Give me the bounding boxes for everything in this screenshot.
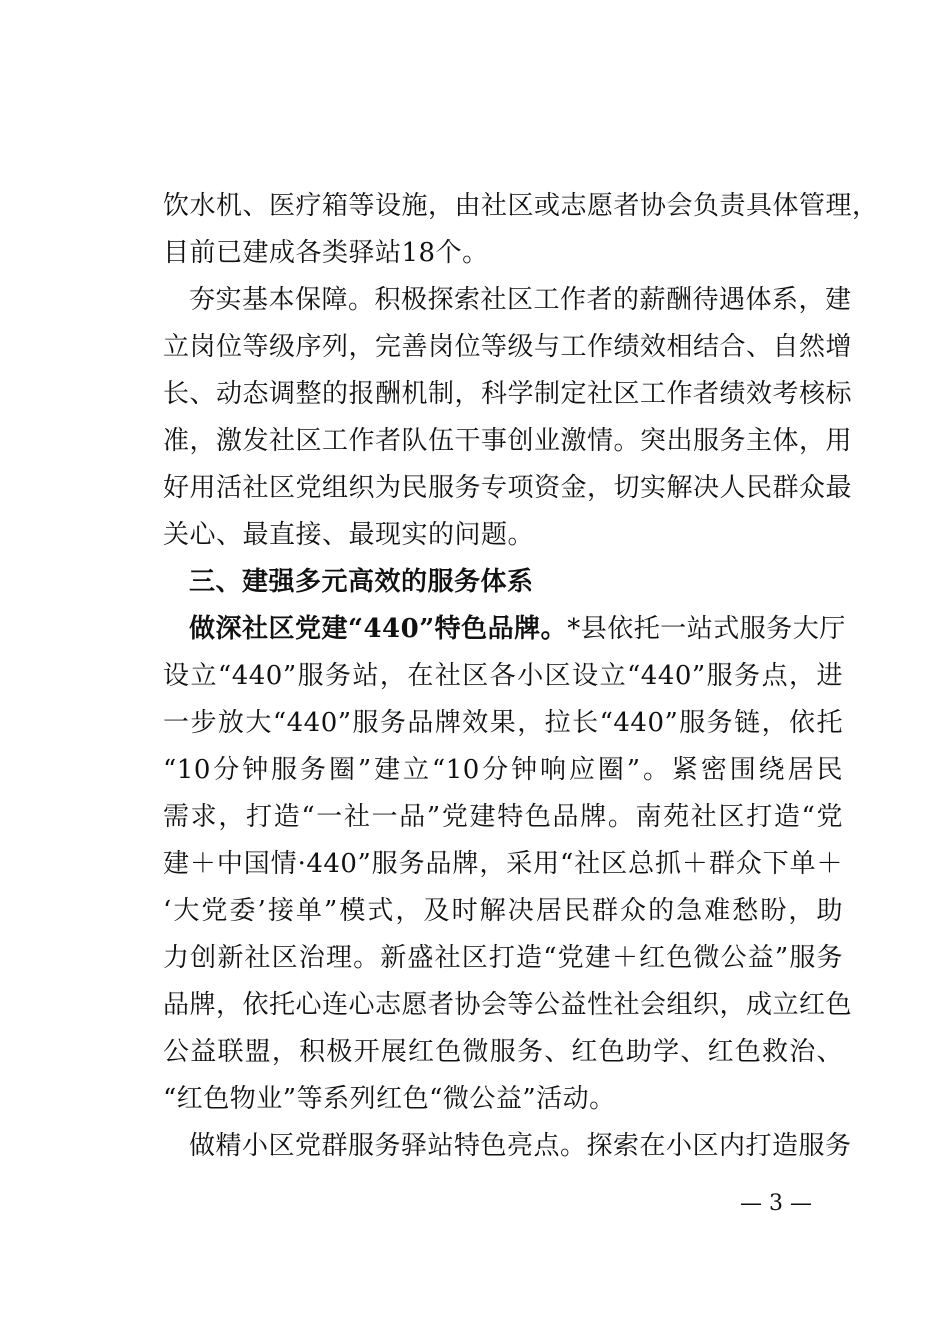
text-line: 好用活社区党组织为民服务专项资金，切实解决人民群众最 xyxy=(163,473,853,503)
text-line: “10分钟服务圈”建立“10分钟响应圈”。紧密围绕居民 xyxy=(163,755,843,785)
text-line: 长、动态调整的报酬机制，科学制定社区工作者绩效考核标 xyxy=(163,379,853,409)
text-line: “红色物业”等系列红色“微公益”活动。 xyxy=(163,1084,616,1114)
text-line: 立岗位等级序列，完善岗位等级与工作绩效相结合、自然增 xyxy=(163,332,853,362)
text-line: 准，激发社区工作者队伍干事创业激情。突出服务主体，用 xyxy=(163,426,853,456)
text-line: 力创新社区治理。新盛社区打造“党建＋红色微公益”服务 xyxy=(163,943,843,973)
text-line: 公益联盟，积极开展红色微服务、红色助学、红色救治、 xyxy=(163,1037,843,1067)
paragraph-start: 做精小区党群服务驿站特色亮点。探索在小区内打造服务 xyxy=(189,1131,852,1161)
text-line: 需求，打造“一社一品”党建特色品牌。南苑社区打造“党 xyxy=(163,802,843,832)
text-line: ‘大党委’接单”模式，及时解决居民群众的急难愁盼，助 xyxy=(163,896,843,926)
paragraph-start xyxy=(189,612,846,646)
section-heading: 三、建强多元高效的服务体系 xyxy=(189,567,534,597)
text-line: 饮水机、医疗箱等设施，由社区或志愿者协会负责具体管理， xyxy=(163,191,879,221)
text-line: 关心、最直接、最现实的问题。 xyxy=(163,520,535,550)
text-line: 设立“440”服务站，在社区各小区设立“440”服务点，进 xyxy=(163,661,843,691)
paragraph-start: 夯实基本保障。积极探索社区工作者的薪酬待遇体系，建 xyxy=(189,285,852,315)
text-line: 一步放大“440”服务品牌效果，拉长“440”服务链，依托 xyxy=(163,708,843,738)
text-line: 建＋中国情·440”服务品牌，采用“社区总抓＋群众下单＋ xyxy=(163,849,843,879)
text-line: 目前已建成各类驿站18个。 xyxy=(163,238,489,268)
bold-lead-in: 做深社区党建“440”特色品牌。 xyxy=(189,614,568,644)
text-line: 品牌，依托心连心志愿者协会等公益性社会组织，成立红色 xyxy=(163,990,853,1020)
text-run: *县依托一站式服务大厅 xyxy=(567,614,846,644)
page-number: — 3 — xyxy=(740,1191,812,1216)
